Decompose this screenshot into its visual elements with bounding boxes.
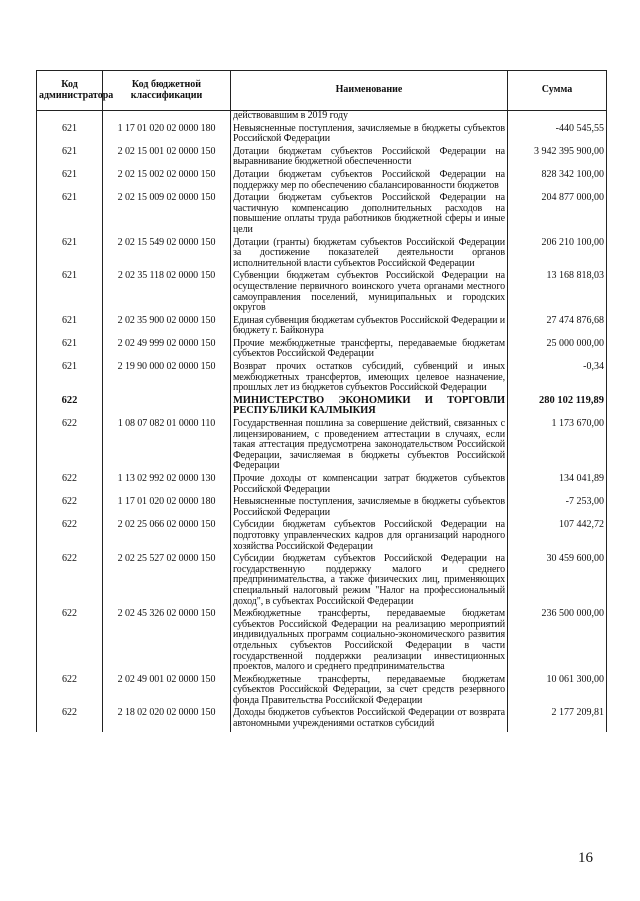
continuation-text: действовавшим в 2019 году — [231, 111, 508, 124]
cell-admin-code: 622 — [37, 497, 103, 520]
cell-amount: 236 500 000,00 — [508, 609, 607, 675]
cell-amount: 3 942 395 900,00 — [508, 147, 607, 170]
cell-name: Межбюджетные трансферты, передаваемые бюджетам субъектов Российской Федерации, за счет средств резервного фонда Правительства Российской Федерации — [231, 675, 508, 709]
cell-amount: 134 041,89 — [508, 474, 607, 497]
cell-admin-code: 621 — [37, 316, 103, 339]
cell-name: Межбюджетные трансферты, передаваемые бюджетам субъектов Российской Федерации на реализацию мероприятий индивидуальных программ социально-экономического развития отдельных субъектов Российской Федерации в части государственной поддержки реализации инвестиционных проектов, малого и среднего предпринимательства — [231, 609, 508, 675]
cell-admin-code: 622 — [37, 520, 103, 554]
cell-name: Дотации бюджетам субъектов Российской Федерации на частичную компенсацию дополнительных расходов на повышение оплаты труда работников бюджетной сферы и иные цели — [231, 193, 508, 237]
table-row — [37, 474, 607, 497]
cell-budget-code: 1 13 02 992 02 0000 130 — [103, 474, 231, 497]
table-row — [37, 609, 607, 675]
cell-name: Дотации бюджетам субъектов Российской Федерации на выравнивание бюджетной обеспеченности — [231, 147, 508, 170]
cell-amount: 280 102 119,89 — [508, 396, 607, 419]
cell-name: Дотации (гранты) бюджетам субъектов Российской Федерации за достижение показателей деятельности органов исполнительной власти субъектов Российской Федерации — [231, 238, 508, 272]
cell-admin-code: 621 — [37, 124, 103, 147]
cell-amount: -0,34 — [508, 362, 607, 396]
cell-name: Дотации бюджетам субъектов Российской Федерации на поддержку мер по обеспечению сбалансированности бюджетов — [231, 170, 508, 193]
table-row — [37, 170, 607, 193]
budget-revenue-table — [36, 70, 607, 732]
header-budget-code: Код бюджетной классификации — [103, 71, 231, 111]
cell-name: Прочие доходы от компенсации затрат бюджетов субъектов Российской Федерации — [231, 474, 508, 497]
table-row — [37, 316, 607, 339]
table-row — [37, 708, 607, 731]
cell-amount: 828 342 100,00 — [508, 170, 607, 193]
table-row — [37, 147, 607, 170]
cell-amount: 25 000 000,00 — [508, 339, 607, 362]
cell-amount: 10 061 300,00 — [508, 675, 607, 709]
cell-name: Невыясненные поступления, зачисляемые в бюджеты субъектов Российской Федерации — [231, 124, 508, 147]
table-row — [37, 193, 607, 237]
cell-budget-code: 2 02 35 900 02 0000 150 — [103, 316, 231, 339]
cell-budget-code: 2 02 15 549 02 0000 150 — [103, 238, 231, 272]
cell-budget-code — [103, 396, 231, 419]
cell-budget-code: 1 17 01 020 02 0000 180 — [103, 124, 231, 147]
continuation-row — [37, 111, 607, 124]
cell-amount: 206 210 100,00 — [508, 238, 607, 272]
table-row — [37, 271, 607, 315]
header-admin-code: Код администратора — [37, 71, 103, 111]
table-row — [37, 520, 607, 554]
cell-name: Субсидии бюджетам субъектов Российской Федерации на подготовку управленческих кадров для организаций народного хозяйства Российской Федерации — [231, 520, 508, 554]
cell-name: Возврат прочих остатков субсидий, субвенций и иных межбюджетных трансфертов, имеющих целевое назначение, прошлых лет из бюджетов субъектов Российской Федерации — [231, 362, 508, 396]
cell-admin-code: 621 — [37, 238, 103, 272]
cell-name: Прочие межбюджетные трансферты, передаваемые бюджетам субъектов Российской Федерации — [231, 339, 508, 362]
cell-admin-code: 622 — [37, 609, 103, 675]
cell-admin-code: 622 — [37, 396, 103, 419]
cell-name: Субсидии бюджетам субъектов Российской Федерации на государственную поддержку малого и среднего предпринимательства, а также физических лиц, применяющих специальный налоговый режим "Налог на профессиональный доход", в субъектах Российской Федерации — [231, 554, 508, 609]
cell-budget-code: 2 18 02 020 02 0000 150 — [103, 708, 231, 731]
header-amount: Сумма — [508, 71, 607, 111]
cell-budget-code: 2 19 90 000 02 0000 150 — [103, 362, 231, 396]
cell-budget-code: 1 08 07 082 01 0000 110 — [103, 419, 231, 474]
cell-name: Единая субвенция бюджетам субъектов Российской Федерации и бюджету г. Байконура — [231, 316, 508, 339]
table-row — [37, 362, 607, 396]
cell-admin-code: 621 — [37, 193, 103, 237]
header-name: Наименование — [231, 71, 508, 111]
budget-table-sheet — [36, 70, 606, 732]
table-row — [37, 497, 607, 520]
cell-budget-code: 2 02 15 002 02 0000 150 — [103, 170, 231, 193]
table-header-row — [37, 71, 607, 111]
cell-admin-code: 622 — [37, 708, 103, 731]
cell-admin-code: 622 — [37, 474, 103, 497]
cell-admin-code: 622 — [37, 675, 103, 709]
cell-amount: -7 253,00 — [508, 497, 607, 520]
cell-amount: 30 459 600,00 — [508, 554, 607, 609]
cell-admin-code: 622 — [37, 419, 103, 474]
cell-budget-code: 2 02 15 009 02 0000 150 — [103, 193, 231, 237]
cell-budget-code: 2 02 25 066 02 0000 150 — [103, 520, 231, 554]
table-row — [37, 419, 607, 474]
cell-name: Субвенции бюджетам субъектов Российской Федерации на осуществление первичного воинского учета органами местного самоуправления поселений, муниципальных и городских округов — [231, 271, 508, 315]
cell-amount: 1 173 670,00 — [508, 419, 607, 474]
page-number: 16 — [578, 850, 593, 866]
cell-admin-code: 621 — [37, 339, 103, 362]
cell-amount: 13 168 818,03 — [508, 271, 607, 315]
cell-amount: 27 474 876,68 — [508, 316, 607, 339]
cell-amount: -440 545,55 — [508, 124, 607, 147]
cell-budget-code: 2 02 25 527 02 0000 150 — [103, 554, 231, 609]
cell-name: Государственная пошлина за совершение действий, связанных с лицензированием, с проведением аттестации в случаях, если такая аттестация предусмотрена законодательством Российской Федерации, зачисляемая в бюджеты субъектов Российской Федерации — [231, 419, 508, 474]
table-row — [37, 396, 607, 419]
cell-amount: 204 877 000,00 — [508, 193, 607, 237]
cell-admin-code: 622 — [37, 554, 103, 609]
table-body — [37, 111, 607, 732]
cell-name: Невыясненные поступления, зачисляемые в бюджеты субъектов Российской Федерации — [231, 497, 508, 520]
cell-budget-code: 2 02 35 118 02 0000 150 — [103, 271, 231, 315]
cell-admin-code: 621 — [37, 271, 103, 315]
cell-budget-code: 2 02 49 001 02 0000 150 — [103, 675, 231, 709]
cell-admin-code: 621 — [37, 362, 103, 396]
table-row — [37, 554, 607, 609]
cell-admin-code: 621 — [37, 147, 103, 170]
cell-amount: 107 442,72 — [508, 520, 607, 554]
cell-budget-code: 2 02 45 326 02 0000 150 — [103, 609, 231, 675]
table-row — [37, 675, 607, 709]
table-row — [37, 124, 607, 147]
cell-name: МИНИСТЕРСТВО ЭКОНОМИКИ И ТОРГОВЛИ РЕСПУБЛИКИ КАЛМЫКИЯ — [231, 396, 508, 419]
cell-budget-code: 2 02 49 999 02 0000 150 — [103, 339, 231, 362]
table-row — [37, 238, 607, 272]
cell-amount: 2 177 209,81 — [508, 708, 607, 731]
cell-budget-code: 1 17 01 020 02 0000 180 — [103, 497, 231, 520]
cell-budget-code: 2 02 15 001 02 0000 150 — [103, 147, 231, 170]
cell-admin-code: 621 — [37, 170, 103, 193]
cell-name: Доходы бюджетов субъектов Российской Федерации от возврата автономными учреждениями остатков субсидий — [231, 708, 508, 731]
table-row — [37, 339, 607, 362]
